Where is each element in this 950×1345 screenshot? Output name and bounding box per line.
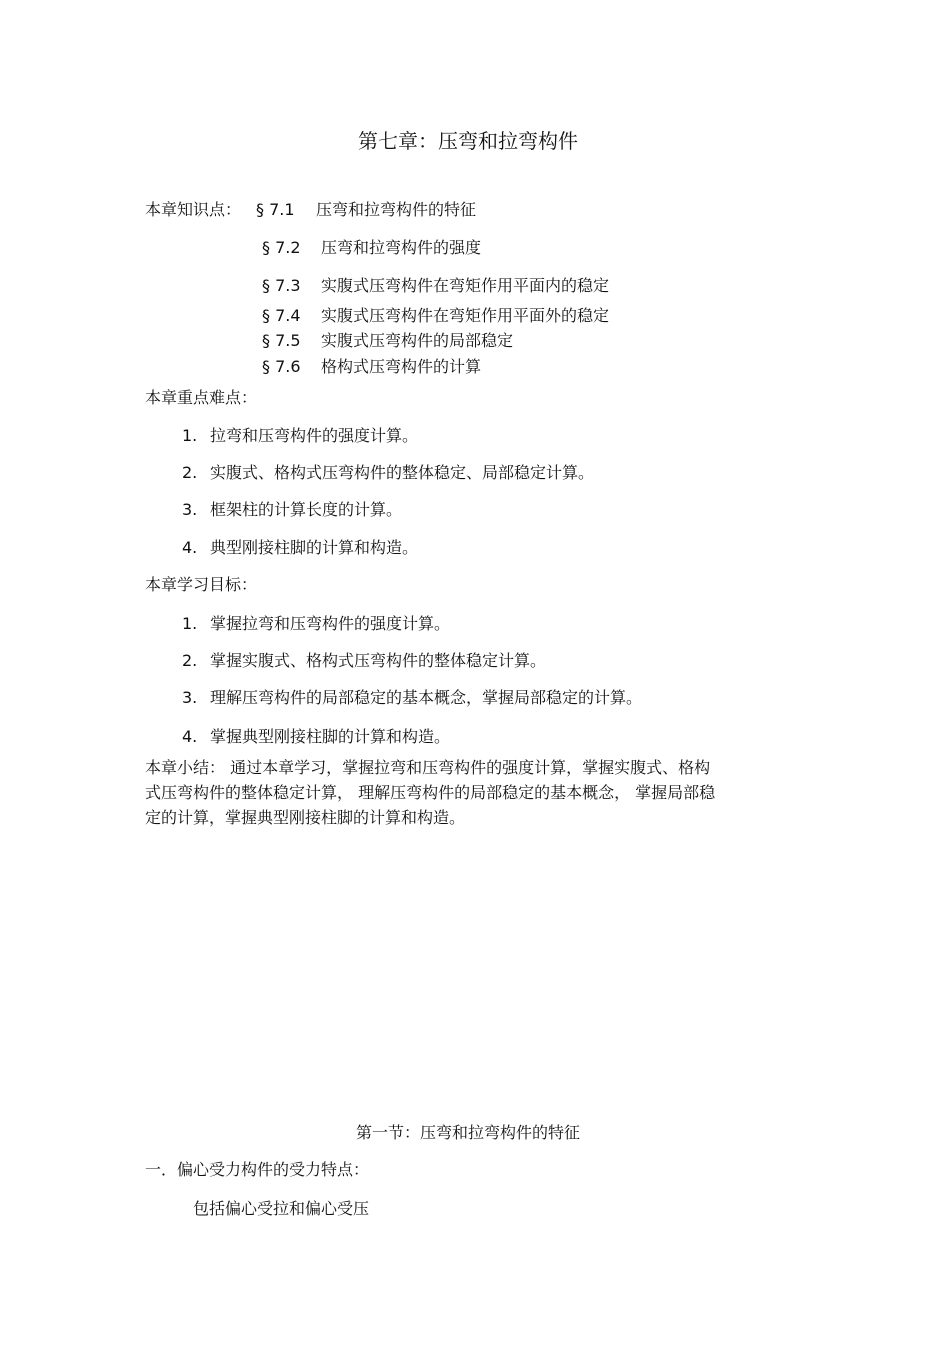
goal-4: 4. 掌握典型刚接柱脚的计算和构造。 <box>182 727 451 746</box>
knowledge-label: 本章知识点： <box>145 200 242 219</box>
chapter-title: 第七章：压弯和拉弯构件 <box>358 129 578 153</box>
section-number: § 7.5 <box>262 331 301 350</box>
knowledge-item-6 <box>262 357 481 377</box>
knowledge-item-4 <box>262 306 609 326</box>
summary-line: 式压弯构件的整体稳定计算， 理解压弯构件的局部稳定的基本概念， 掌握局部稳 <box>145 783 716 802</box>
section-number: § 7.6 <box>262 357 301 376</box>
subsection-title: 一．偏心受力构件的受力特点： <box>145 1160 370 1179</box>
knowledge-item-1 <box>256 200 476 220</box>
subsection-body: 包括偏心受拉和偏心受压 <box>193 1199 370 1218</box>
section-text: 格构式压弯构件的计算 <box>321 357 482 376</box>
goal-2: 2. 掌握实腹式、格构式压弯构件的整体稳定计算。 <box>182 651 547 670</box>
key-point-1: 1. 拉弯和压弯构件的强度计算。 <box>182 426 419 445</box>
summary-line: 定的计算，掌握典型刚接柱脚的计算和构造。 <box>145 808 466 827</box>
goal-1: 1. 掌握拉弯和压弯构件的强度计算。 <box>182 614 451 633</box>
summary-line: 本章小结： 通过本章学习，掌握拉弯和压弯构件的强度计算，掌握实腹式、格构 <box>145 758 711 777</box>
section-text: 压弯和拉弯构件的特征 <box>316 200 477 219</box>
chapter-summary <box>145 755 805 830</box>
section-number: § 7.3 <box>262 276 301 295</box>
key-point-2: 2. 实腹式、格构式压弯构件的整体稳定、局部稳定计算。 <box>182 463 595 482</box>
section-text: 实腹式压弯构件在弯矩作用平面内的稳定 <box>321 276 610 295</box>
key-point-4: 4. 典型刚接柱脚的计算和构造。 <box>182 538 419 557</box>
knowledge-item-2 <box>262 238 481 258</box>
section-number: § 7.4 <box>262 306 301 325</box>
section-text: 实腹式压弯构件的局部稳定 <box>321 331 514 350</box>
goal-3: 3. 理解压弯构件的局部稳定的基本概念，掌握局部稳定的计算。 <box>182 688 643 707</box>
section-number: § 7.2 <box>262 238 301 257</box>
knowledge-item-3 <box>262 276 609 296</box>
knowledge-item-5 <box>262 331 513 351</box>
key-points-label: 本章重点难点： <box>145 388 258 407</box>
section-text: 实腹式压弯构件在弯矩作用平面外的稳定 <box>321 306 610 325</box>
section-title: 第一节：压弯和拉弯构件的特征 <box>355 1123 580 1142</box>
key-point-3: 3. 框架柱的计算长度的计算。 <box>182 500 403 519</box>
section-number: § 7.1 <box>256 200 295 219</box>
goals-label: 本章学习目标： <box>145 575 258 594</box>
section-text: 压弯和拉弯构件的强度 <box>321 238 482 257</box>
